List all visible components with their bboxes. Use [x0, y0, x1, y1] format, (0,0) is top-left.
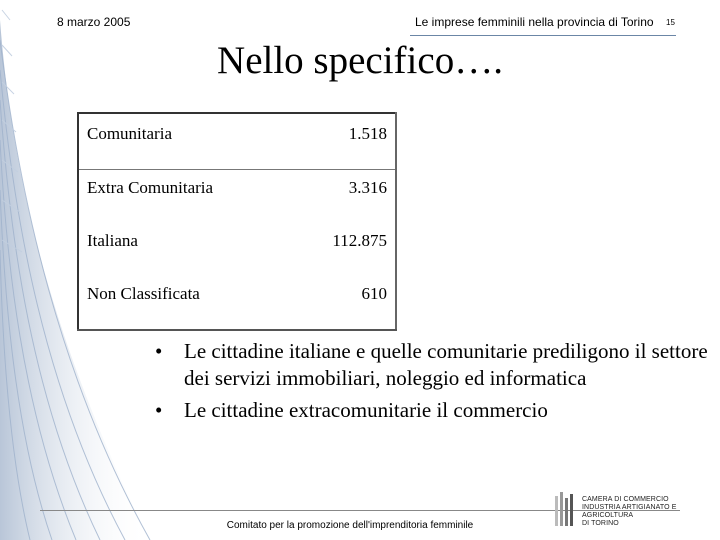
- row-label: Extra Comunitaria: [87, 178, 214, 197]
- bullet-icon: •: [155, 339, 163, 363]
- logo-line: INDUSTRIA ARTIGIANATO E AGRICOLTURA: [582, 504, 677, 519]
- bullet-list: [155, 338, 710, 429]
- row-label: Comunitaria: [78, 113, 290, 170]
- header-divider: [410, 35, 676, 36]
- logo-line: DI TORINO: [582, 520, 619, 527]
- row-value: 610: [361, 284, 387, 303]
- logo-mark-icon: [555, 492, 577, 528]
- row-value: 1.518: [290, 113, 396, 170]
- page-number: 15: [666, 18, 675, 27]
- table-row: [78, 170, 396, 224]
- list-item: [155, 397, 710, 424]
- row-label: Non Classificata: [87, 284, 200, 303]
- row-value: 112.875: [332, 231, 387, 250]
- bullet-text: Le cittadine extracomunitarie il commercio: [184, 398, 548, 422]
- slide-title: Nello specifico….: [217, 39, 503, 82]
- bullet-icon: •: [155, 398, 163, 422]
- footer-text: Comitato per la promozione dell'imprenditoria femminile: [226, 520, 474, 531]
- list-item: [155, 338, 710, 392]
- row-value: 3.316: [348, 178, 387, 197]
- header-date: 8 marzo 2005: [57, 15, 131, 29]
- table-row: [78, 223, 396, 276]
- citizenship-table: [77, 112, 397, 331]
- header-title: Le imprese femminili nella provincia di Torino: [415, 15, 654, 29]
- table-row: [78, 113, 396, 170]
- row-label: Italiana: [87, 231, 138, 250]
- table-row: [78, 276, 396, 330]
- chamber-of-commerce-logo: [555, 490, 715, 538]
- logo-text: [582, 496, 715, 528]
- bullet-text: Le cittadine italiane e quelle comunitarie prediligono il settore dei servizi immobiliari, noleggio ed informatica: [184, 339, 708, 390]
- logo-line: CAMERA DI COMMERCIO: [582, 496, 669, 503]
